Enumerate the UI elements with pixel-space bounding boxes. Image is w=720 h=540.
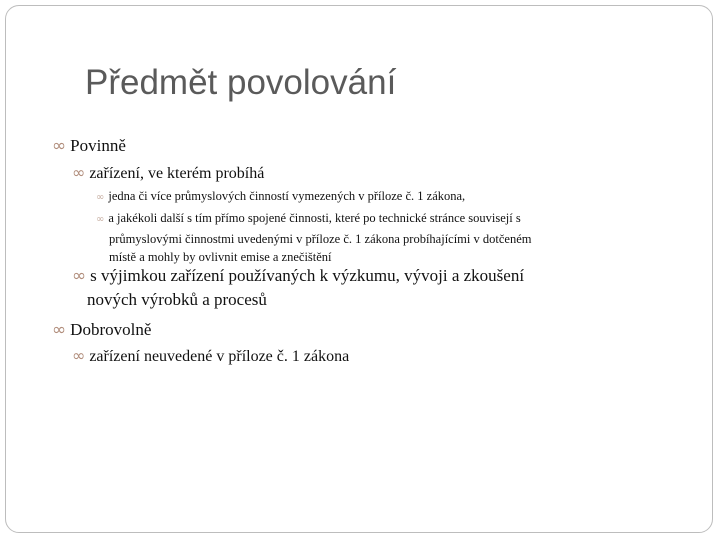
bullet-neuvedene — [72, 346, 349, 366]
slide-title: Předmět povolování — [85, 63, 397, 102]
bullet-text: zařízení neuvedené v příloze č. 1 zákona — [89, 348, 350, 365]
bullet-icon: ∞ — [96, 192, 105, 203]
bullet-dobrovolne — [52, 320, 151, 340]
bullet-icon: ∞ — [96, 214, 105, 225]
bullet-text: Dobrovolně — [70, 320, 152, 339]
bullet-icon: ∞ — [72, 346, 86, 365]
bullet-vyjimka — [72, 264, 524, 311]
bullet-text: Povinně — [70, 136, 126, 155]
bullet-icon: ∞ — [52, 320, 67, 340]
bullet-text-line: nových výrobků a procesů — [87, 290, 267, 309]
bullet-text: jedna či více průmyslových činností vymezených v příloze č. 1 zákona, — [108, 189, 466, 203]
bullet-zarizeni — [72, 163, 264, 183]
bullet-icon: ∞ — [72, 266, 87, 286]
bullet-text-line: místě a mohly by ovlivnit emise a znečištění — [109, 250, 332, 264]
bullet-text: zařízení, ve kterém probíhá — [89, 165, 265, 182]
bullet-text-line: s výjimkou zařízení používaných k výzkumu, vývoji a zkoušení — [90, 266, 525, 285]
bullet-icon: ∞ — [72, 163, 86, 182]
slide — [5, 5, 713, 533]
bullet-icon: ∞ — [52, 136, 67, 156]
bullet-povinne — [52, 136, 126, 156]
bullet-text-line: a jakékoli další s tím přímo spojené činnosti, které po technické stránce souvisejí s — [108, 211, 521, 225]
bullet-jakekoli — [96, 209, 531, 267]
bullet-jedna — [96, 187, 465, 208]
bullet-text-line: průmyslovými činnostmi uvedenými v příloze č. 1 zákona probíhajícími v dotčeném — [109, 231, 532, 246]
